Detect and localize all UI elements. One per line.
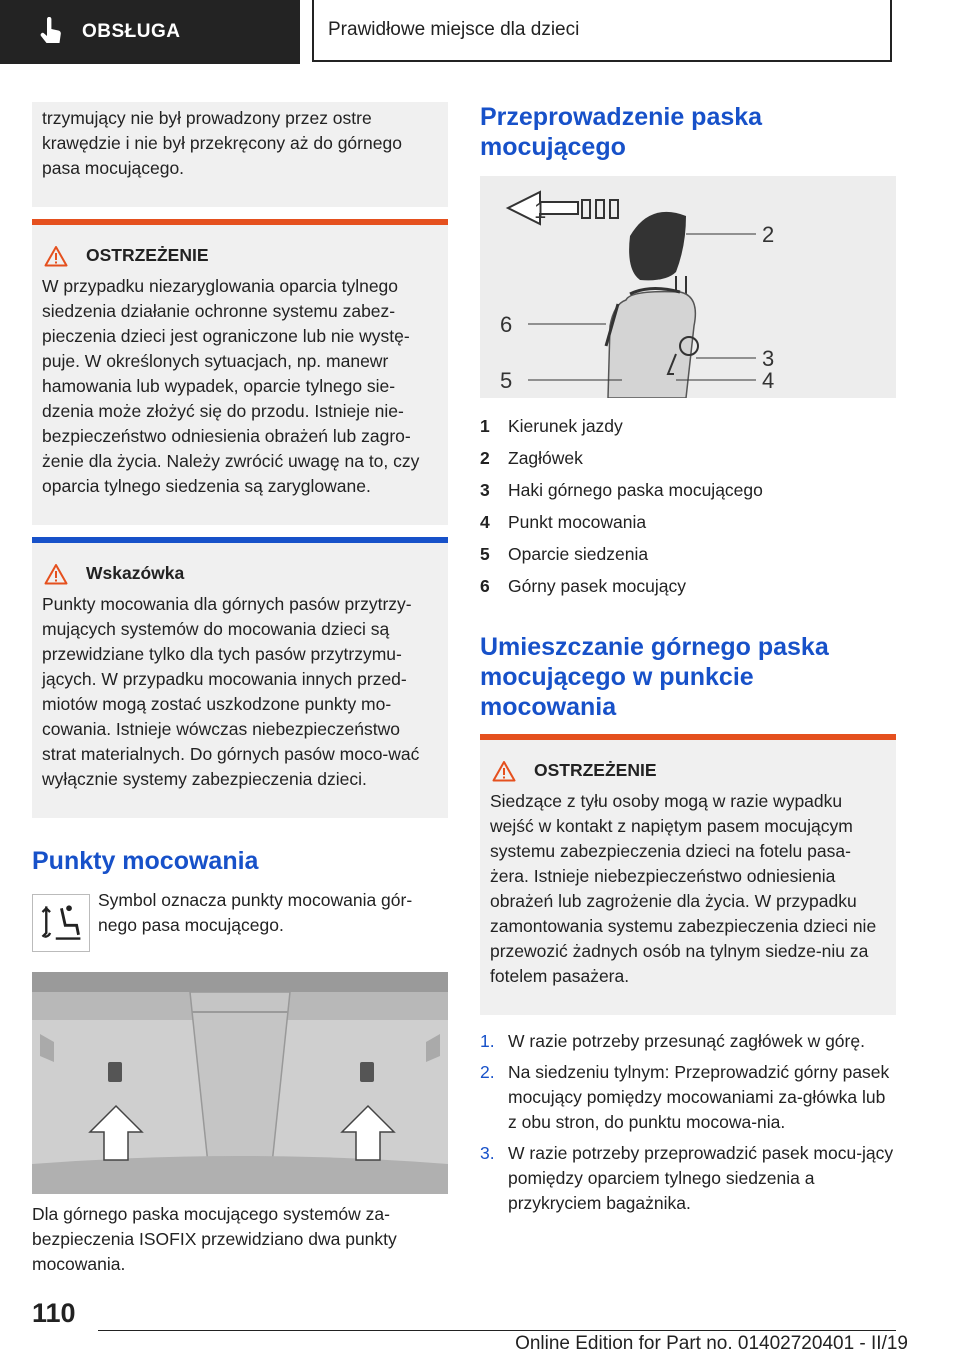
warning-triangle-icon: [492, 760, 516, 782]
warning-text: Siedzące z tyłu osoby mogą w razie wypadku wejść w kontakt z napiętym pasem mocującym systemu zabezpieczenia dzieci na fotelu pasa-żera. Istnieje niebezpieczeństwo odniesienia obrażeń lub zagrożenie dla życia. W przypadku zamontowania systemu zabezpieczenia dzieci nie przewozić żadnych osób na tylnym siedze-niu za fotelem pasażera.: [490, 791, 877, 986]
photo-caption: Dla górnego paska mocującego systemów za-bezpieczenia ISOFIX przewidziano dwa punkty mocowania.: [32, 1204, 397, 1274]
legend-text: Górny pasek mocujący: [508, 576, 686, 596]
legend-number: 6: [480, 576, 490, 596]
continuation-text: trzymujący nie był prowadzony przez ostre krawędzie i nie był przekręcony aż do górnego pasa mocującego.: [42, 108, 402, 178]
page-number: 110: [32, 1298, 76, 1328]
warning-title-text: OSTRZEŻENIE: [534, 760, 657, 780]
child-seat-anchor-icon: [32, 894, 90, 952]
legend-number: 3: [480, 480, 490, 500]
figure-label-5: 5: [500, 368, 513, 393]
note-title-text: Wskazówka: [86, 563, 185, 583]
step-item: [480, 1060, 896, 1135]
legend-text: Haki górnego paska mocującego: [508, 480, 763, 500]
edition-footer: Online Edition for Part no. 01402720401 - II/19: [515, 1333, 908, 1354]
legend-text: Kierunek jazdy: [508, 416, 623, 436]
continuation-box: [32, 102, 448, 207]
chapter-title-text: Prawidłowe miejsce dla dzieci: [328, 19, 580, 40]
legend-item: [480, 474, 896, 506]
symbol-description: Symbol oznacza punkty mocowania gór-nego pasa mocującego.: [98, 890, 413, 935]
step-text: W razie potrzeby przeprowadzić pasek mocu-jący pomiędzy oparciem tylnego siedzenia a przykryciem bagażnika.: [508, 1143, 894, 1213]
warning-box: [32, 219, 448, 525]
strap-routing-figure: [480, 176, 896, 398]
warning-text: W przypadku niezaryglowania oparcia tylnego siedzenia działanie ochronne systemu zabez-pieczenia dzieci jest ograniczone lub nie wystę-puje. W określonych sytuacjach, np. manewr hamowania lub wypadek, oparcie tylnego sie-dzenia może złożyć się do przodu. Istnieje nie-bezpieczeństwo odniesienia obrażeń lub zagro-żenie dla życia. Należy zwrócić uwagę na to, czy oparcia tylnego siedzenia są zaryglowane.: [42, 276, 420, 496]
legend-item: [480, 570, 896, 602]
heading-attach-strap: Umieszczanie górnego paska mocującego w punkcie mocowania: [480, 633, 829, 721]
legend-text: Punkt mocowania: [508, 512, 647, 532]
legend-number: 2: [480, 448, 490, 468]
step-item: [480, 1141, 896, 1216]
legend-number: 5: [480, 544, 490, 564]
legend-text: Oparcie siedzenia: [508, 544, 649, 564]
figure-legend: [480, 410, 896, 602]
step-number: 3.: [480, 1143, 495, 1163]
warning-title-text: OSTRZEŻENIE: [86, 245, 209, 265]
note-title: [42, 561, 438, 586]
figure-label-6: 6: [500, 312, 513, 337]
figure-label-3: 3: [762, 346, 775, 371]
figure-label-4: 4: [762, 368, 775, 393]
step-text: W razie potrzeby przesunąć zagłówek w górę.: [508, 1031, 865, 1051]
note-box: [32, 537, 448, 818]
step-number: 1.: [480, 1031, 495, 1051]
legend-item: [480, 442, 896, 474]
section-tab[interactable]: [0, 0, 300, 64]
figure-label-1: 1: [534, 198, 547, 223]
legend-item: [480, 538, 896, 570]
heading-route-strap: Przeprowadzenie paska mocującego: [480, 103, 763, 161]
section-title: OBSŁUGA: [82, 21, 181, 42]
legend-number: 1: [480, 416, 490, 436]
figure-label-2: 2: [762, 222, 775, 247]
legend-text: Zagłówek: [508, 448, 583, 468]
step-number: 2.: [480, 1062, 495, 1082]
note-text: Punkty mocowania dla górnych pasów przytrzy-mujących systemów do mocowania dzieci są przewidziane tylko dla tych pasów przytrzymu-jących. W przypadku mocowania innych przed-miotów mogą zostać uszkodzone punkty mo-cowania. Istnieje wówczas niebezpieczeństwo strat materialnych. Do górnych pasów moco-wać wyłącznie systemy zabezpieczenia dzieci.: [42, 594, 420, 789]
step-item: [480, 1029, 896, 1054]
chapter-title: [312, 0, 892, 62]
symbol-row: [32, 888, 448, 952]
trunk-anchor-photo: [32, 972, 448, 1194]
step-text: Na siedzeniu tylnym: Przeprowadzić górny pasek mocujący pomiędzy mocowaniami za-główka lub z obu stron, do punktu mocowa-nia.: [508, 1062, 890, 1132]
footer-divider: [98, 1330, 896, 1331]
left-column: [32, 102, 448, 1277]
warning-title: [42, 243, 438, 268]
warning-triangle-icon: [44, 245, 68, 267]
warning-box-right: [480, 734, 896, 1015]
heading-anchor-points: Punkty mocowania: [32, 847, 259, 875]
legend-number: 4: [480, 512, 490, 532]
warning-title-right: [490, 758, 886, 783]
step-list: [480, 1029, 896, 1216]
hand-pointer-icon: [38, 17, 64, 47]
right-column: [480, 102, 896, 1222]
legend-item: [480, 506, 896, 538]
legend-item: [480, 410, 896, 442]
note-triangle-icon: [44, 563, 68, 585]
